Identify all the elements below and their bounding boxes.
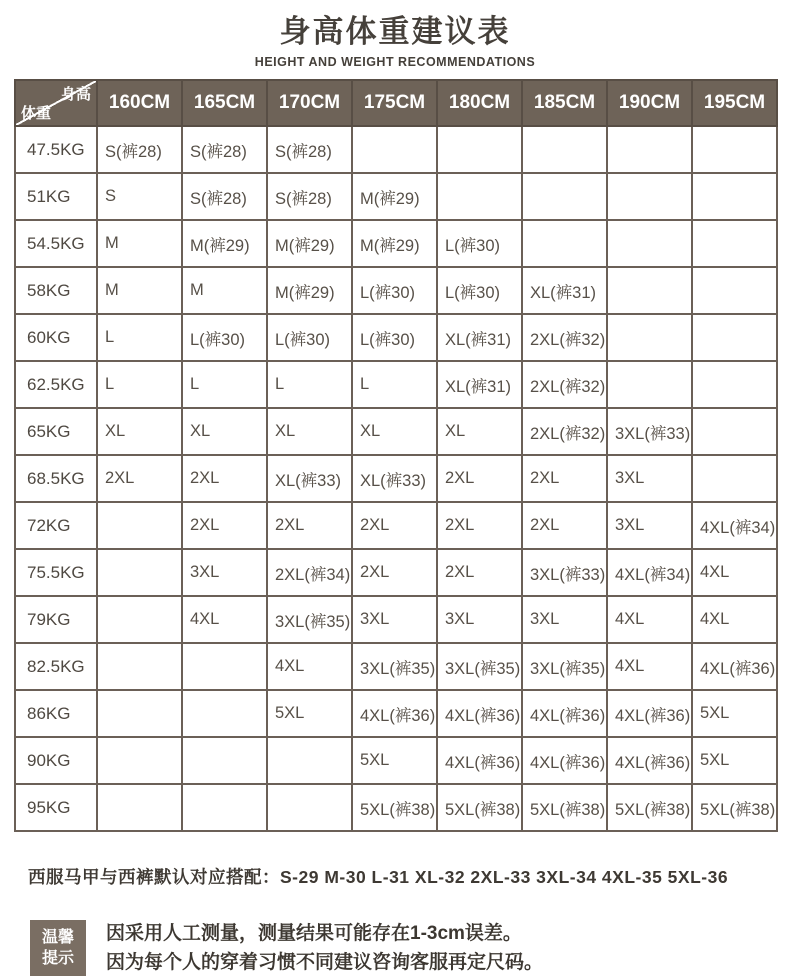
weight-label: 79KG xyxy=(15,596,97,643)
size-cell: 2XL(裤34) xyxy=(267,549,352,596)
size-cell xyxy=(97,737,182,784)
table-row xyxy=(15,502,777,549)
size-cell: 2XL xyxy=(522,455,607,502)
size-cell: M xyxy=(97,220,182,267)
size-cell: 3XL(裤35) xyxy=(522,643,607,690)
size-cell: 2XL(裤32) xyxy=(522,361,607,408)
tips-badge-line2: 提示 xyxy=(41,950,74,968)
size-recommendation-table xyxy=(14,79,778,832)
size-cell: 5XL xyxy=(692,690,777,737)
size-cell: XL(裤31) xyxy=(522,267,607,314)
size-cell xyxy=(97,784,182,831)
size-cell: S(裤28) xyxy=(97,126,182,173)
size-cell: 2XL xyxy=(437,549,522,596)
size-cell: 4XL(裤36) xyxy=(692,643,777,690)
size-cell: M(裤29) xyxy=(267,220,352,267)
size-cell xyxy=(97,690,182,737)
size-cell xyxy=(522,173,607,220)
tips-badge xyxy=(30,920,86,976)
weight-label: 54.5KG xyxy=(15,220,97,267)
size-cell: XL xyxy=(182,408,267,455)
size-cell xyxy=(267,737,352,784)
size-cell: L(裤30) xyxy=(437,220,522,267)
weight-label: 68.5KG xyxy=(15,455,97,502)
corner-height-weight-cell xyxy=(15,80,97,126)
corner-height-label: 身高 xyxy=(60,86,91,103)
size-cell: 2XL xyxy=(182,455,267,502)
size-cell: S(裤28) xyxy=(267,173,352,220)
size-cell: 4XL xyxy=(692,549,777,596)
size-cell: 4XL(裤36) xyxy=(607,690,692,737)
size-cell: 3XL(裤35) xyxy=(437,643,522,690)
size-cell: L(裤30) xyxy=(352,314,437,361)
table-row xyxy=(15,549,777,596)
weight-label: 90KG xyxy=(15,737,97,784)
size-cell xyxy=(692,455,777,502)
size-cell: 5XL(裤38) xyxy=(692,784,777,831)
size-cell: L xyxy=(267,361,352,408)
size-cell: XL xyxy=(97,408,182,455)
height-header-170cm: 170CM xyxy=(267,80,352,126)
size-cell: L xyxy=(182,361,267,408)
weight-label: 62.5KG xyxy=(15,361,97,408)
size-cell: 2XL xyxy=(437,455,522,502)
size-cell: 3XL xyxy=(607,502,692,549)
size-cell: 4XL xyxy=(182,596,267,643)
table-header-row xyxy=(15,80,777,126)
size-cell: 3XL xyxy=(352,596,437,643)
size-cell: 5XL(裤38) xyxy=(522,784,607,831)
size-cell: S(裤28) xyxy=(182,173,267,220)
size-cell xyxy=(437,173,522,220)
size-cell xyxy=(182,690,267,737)
table-row xyxy=(15,126,777,173)
table-body xyxy=(15,126,777,831)
table-row xyxy=(15,784,777,831)
size-cell: M(裤29) xyxy=(182,220,267,267)
size-cell: M xyxy=(97,267,182,314)
size-cell: XL xyxy=(267,408,352,455)
size-cell: 2XL xyxy=(522,502,607,549)
size-cell: 2XL(裤32) xyxy=(522,314,607,361)
table-row xyxy=(15,361,777,408)
tips-text xyxy=(106,919,543,978)
table-row xyxy=(15,173,777,220)
weight-label: 86KG xyxy=(15,690,97,737)
size-cell: 3XL xyxy=(607,455,692,502)
page-title: 身高体重建议表 xyxy=(279,14,511,49)
size-cell xyxy=(607,267,692,314)
size-cell: XL(裤33) xyxy=(352,455,437,502)
size-cell: 3XL(裤35) xyxy=(352,643,437,690)
size-cell: 4XL xyxy=(692,596,777,643)
size-cell: 4XL(裤36) xyxy=(522,737,607,784)
table-row xyxy=(15,267,777,314)
size-cell: 2XL(裤32) xyxy=(522,408,607,455)
weight-label: 65KG xyxy=(15,408,97,455)
table-row xyxy=(15,455,777,502)
table-row xyxy=(15,643,777,690)
size-cell: L xyxy=(97,314,182,361)
height-header-180cm: 180CM xyxy=(437,80,522,126)
size-cell: M(裤29) xyxy=(352,173,437,220)
size-cell: S xyxy=(97,173,182,220)
table-row xyxy=(15,314,777,361)
size-cell: 4XL(裤36) xyxy=(352,690,437,737)
size-cell xyxy=(607,314,692,361)
tips-line-1: 因采用人工测量，测量结果可能存在1-3cm误差。 xyxy=(106,923,522,944)
size-cell xyxy=(692,126,777,173)
size-cell: L(裤30) xyxy=(352,267,437,314)
weight-label: 72KG xyxy=(15,502,97,549)
size-cell xyxy=(267,784,352,831)
size-cell: 2XL xyxy=(437,502,522,549)
size-cell: L(裤30) xyxy=(182,314,267,361)
size-cell: XL(裤31) xyxy=(437,361,522,408)
size-cell: 5XL xyxy=(267,690,352,737)
pants-pairing-note: 西服马甲与西裤默认对应搭配：S-29 M-30 L-31 XL-32 2XL-33 3XL-34 4XL-35 5XL-36 xyxy=(28,867,729,887)
size-cell xyxy=(182,737,267,784)
size-cell: 4XL xyxy=(607,643,692,690)
page-subtitle: HEIGHT AND WEIGHT RECOMMENDATIONS xyxy=(254,55,536,69)
size-cell: 5XL xyxy=(352,737,437,784)
weight-label: 51KG xyxy=(15,173,97,220)
height-header-160cm: 160CM xyxy=(97,80,182,126)
table-row xyxy=(15,690,777,737)
size-cell: XL(裤33) xyxy=(267,455,352,502)
weight-label: 75.5KG xyxy=(15,549,97,596)
size-cell: 5XL(裤38) xyxy=(607,784,692,831)
size-cell xyxy=(522,220,607,267)
size-cell: 2XL xyxy=(97,455,182,502)
size-cell xyxy=(692,173,777,220)
weight-label: 47.5KG xyxy=(15,126,97,173)
height-header-195cm: 195CM xyxy=(692,80,777,126)
size-cell: 3XL(裤35) xyxy=(267,596,352,643)
tips-badge-line1: 温馨 xyxy=(41,928,74,946)
size-cell: XL xyxy=(437,408,522,455)
size-cell xyxy=(607,220,692,267)
size-cell xyxy=(692,267,777,314)
weight-label: 58KG xyxy=(15,267,97,314)
table-row xyxy=(15,220,777,267)
table-row xyxy=(15,408,777,455)
size-cell: 2XL xyxy=(352,549,437,596)
size-cell: 4XL(裤36) xyxy=(437,690,522,737)
size-cell: M(裤29) xyxy=(267,267,352,314)
size-cell xyxy=(182,784,267,831)
height-header-175cm: 175CM xyxy=(352,80,437,126)
size-cell: 4XL xyxy=(607,596,692,643)
size-cell xyxy=(97,596,182,643)
size-cell: 4XL(裤36) xyxy=(522,690,607,737)
tips-line-2: 因为每个人的穿着习惯不同建议咨询客服再定尺码。 xyxy=(106,952,544,974)
size-cell: 4XL(裤36) xyxy=(437,737,522,784)
size-cell: 3XL xyxy=(182,549,267,596)
height-header-190cm: 190CM xyxy=(607,80,692,126)
size-cell xyxy=(607,173,692,220)
weight-label: 95KG xyxy=(15,784,97,831)
size-cell: 3XL(裤33) xyxy=(522,549,607,596)
size-cell: 4XL(裤34) xyxy=(607,549,692,596)
size-cell: 5XL(裤38) xyxy=(352,784,437,831)
tips-section xyxy=(30,919,790,978)
size-cell xyxy=(97,643,182,690)
size-cell xyxy=(97,549,182,596)
height-header-185cm: 185CM xyxy=(522,80,607,126)
corner-weight-label: 体重 xyxy=(21,105,52,122)
size-cell xyxy=(522,126,607,173)
size-cell xyxy=(607,126,692,173)
size-cell: 2XL xyxy=(182,502,267,549)
size-cell: 3XL(裤33) xyxy=(607,408,692,455)
size-cell: 4XL xyxy=(267,643,352,690)
size-cell: L(裤30) xyxy=(267,314,352,361)
weight-label: 82.5KG xyxy=(15,643,97,690)
size-cell: XL(裤31) xyxy=(437,314,522,361)
size-cell xyxy=(692,408,777,455)
size-cell: 5XL xyxy=(692,737,777,784)
size-cell: M xyxy=(182,267,267,314)
size-cell: L xyxy=(352,361,437,408)
size-cell xyxy=(352,126,437,173)
size-cell xyxy=(692,314,777,361)
height-header-165cm: 165CM xyxy=(182,80,267,126)
size-cell: L(裤30) xyxy=(437,267,522,314)
size-cell: 4XL(裤36) xyxy=(607,737,692,784)
size-cell: 2XL xyxy=(267,502,352,549)
size-cell: 3XL xyxy=(437,596,522,643)
size-cell: L xyxy=(97,361,182,408)
size-cell: 3XL xyxy=(522,596,607,643)
size-cell xyxy=(97,502,182,549)
size-cell: 5XL(裤38) xyxy=(437,784,522,831)
table-row xyxy=(15,737,777,784)
size-cell: 2XL xyxy=(352,502,437,549)
size-cell: M(裤29) xyxy=(352,220,437,267)
size-cell: S(裤28) xyxy=(182,126,267,173)
size-cell: S(裤28) xyxy=(267,126,352,173)
size-cell: 4XL(裤34) xyxy=(692,502,777,549)
size-cell xyxy=(607,361,692,408)
size-cell xyxy=(692,220,777,267)
size-cell xyxy=(182,643,267,690)
size-cell: XL xyxy=(352,408,437,455)
size-cell xyxy=(692,361,777,408)
table-row xyxy=(15,596,777,643)
size-cell xyxy=(437,126,522,173)
weight-label: 60KG xyxy=(15,314,97,361)
